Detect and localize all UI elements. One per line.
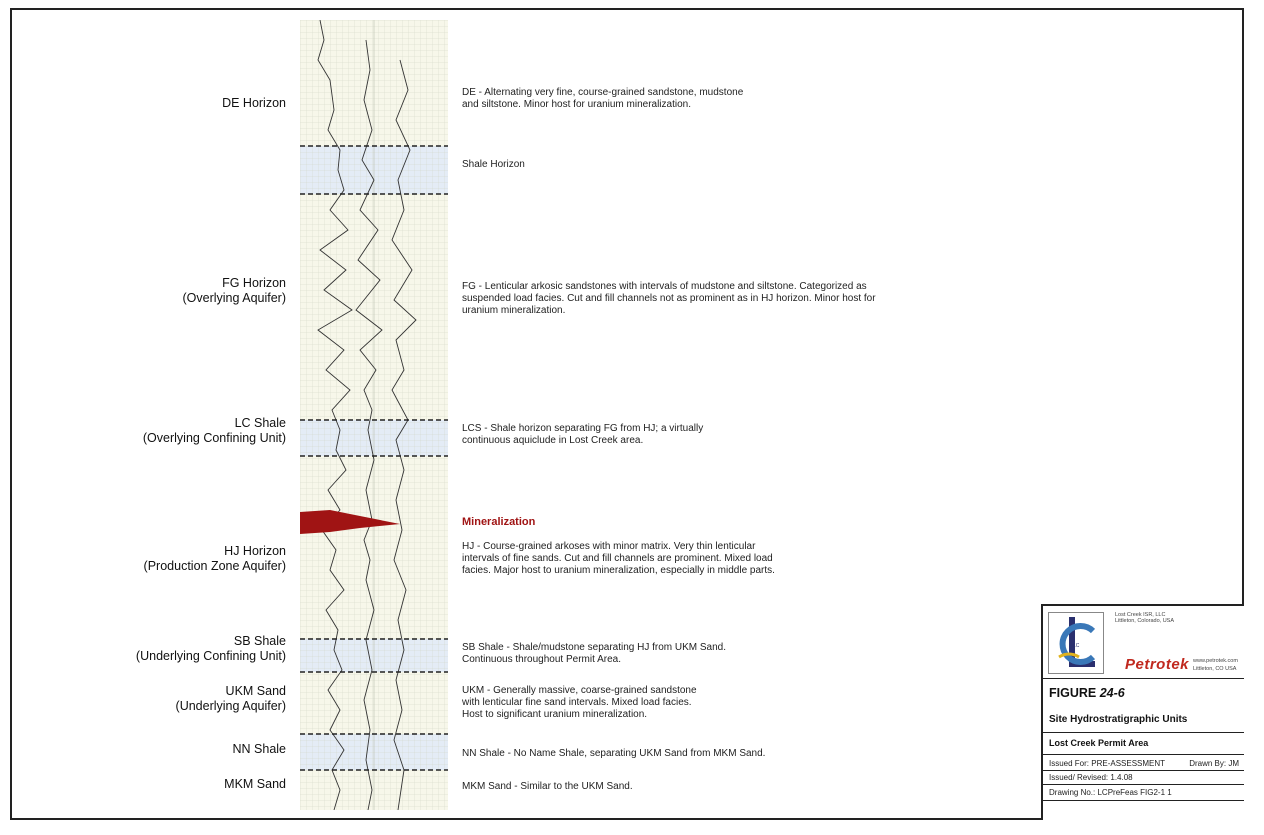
issued-for: Issued For: PRE-ASSESSMENT bbox=[1049, 759, 1166, 768]
title-divider bbox=[1043, 770, 1244, 771]
company-line2: Littleton, Colorado, USA bbox=[1115, 618, 1175, 624]
unit-label-mkm: MKM Sand bbox=[224, 777, 286, 791]
desc-mkm: MKM Sand - Similar to the UKM Sand. bbox=[462, 781, 633, 792]
desc-hj: HJ - Course-grained arkoses with minor matrix. Very thin lenticular intervals of fine sands. Cut and fill channels are prominent. Mixed load facies. Major host to uranium mineralization, especially in middle parts. bbox=[462, 541, 775, 576]
logo-lettering: LC bbox=[1073, 643, 1080, 649]
desc-shale: Shale Horizon bbox=[462, 159, 525, 170]
unit-label-de: DE Horizon bbox=[222, 96, 286, 110]
unit-label-lc: LC Shale (Overlying Confining Unit) bbox=[142, 416, 286, 445]
desc-sb: SB Shale - Shale/mudstone separating HJ from UKM Sand. Continuous throughout Permit Area. bbox=[462, 642, 727, 665]
title-divider bbox=[1043, 784, 1244, 785]
log-graphic bbox=[300, 20, 448, 810]
unit-label-nn: NN Shale bbox=[232, 742, 286, 756]
lc-logo-icon bbox=[1049, 613, 1103, 673]
desc-nn: NN Shale - No Name Shale, separating UKM Sand from MKM Sand. bbox=[462, 748, 766, 759]
petrotek-web: www.petrotek.com bbox=[1193, 658, 1238, 664]
unit-label-hj: HJ Horizon (Production Zone Aquifer) bbox=[143, 544, 286, 573]
geophysical-log bbox=[300, 20, 448, 810]
desc-lc: LCS - Shale horizon separating FG from HJ; a virtually continuous aquiclude in Lost Creek area. bbox=[462, 423, 704, 446]
permit-area: Lost Creek Permit Area bbox=[1049, 738, 1149, 748]
issued-revised: Issued/ Revised: 1.4.08 bbox=[1049, 773, 1133, 782]
desc-de: DE - Alternating very fine, course-grained sandstone, mudstone and siltstone. Minor host for uranium mineralization. bbox=[462, 87, 744, 110]
figure-title: Site Hydrostratigraphic Units bbox=[1049, 714, 1188, 725]
title-divider bbox=[1043, 800, 1244, 801]
unit-label-ukm: UKM Sand (Underlying Aquifer) bbox=[175, 684, 286, 713]
title-divider bbox=[1043, 754, 1244, 755]
logo-area bbox=[1043, 606, 1244, 679]
desc-fg: FG - Lenticular arkosic sandstones with intervals of mudstone and siltstone. Categorized as suspended load facies. Cut and fill channels not as prominent as in HJ horizon. Minor host for uranium mineralization. bbox=[462, 281, 876, 316]
unit-label-fg: FG Horizon (Overlying Aquifer) bbox=[182, 276, 286, 305]
drawn-by: Drawn By: JM bbox=[1189, 759, 1239, 768]
unit-label-sb: SB Shale (Underlying Confining Unit) bbox=[135, 634, 286, 663]
petrotek-logo: Petrotek bbox=[1125, 656, 1190, 673]
desc-mineralization: Mineralization bbox=[462, 516, 536, 528]
title-block bbox=[1041, 604, 1244, 820]
petrotek-city: Littleton, CO USA bbox=[1193, 666, 1237, 672]
company-line1: Lost Creek ISR, LLC bbox=[1115, 612, 1166, 618]
title-divider bbox=[1043, 732, 1244, 733]
desc-ukm: UKM - Generally massive, coarse-grained sandstone with lenticular fine sand intervals. Mixed load facies. Host to significant uranium mineralization. bbox=[462, 685, 697, 720]
drawing-number: Drawing No.: LCPreFeas FIG2-1 1 bbox=[1049, 788, 1172, 797]
figure-number: FIGURE 24-6 bbox=[1049, 686, 1125, 700]
lost-creek-logo bbox=[1048, 612, 1104, 674]
